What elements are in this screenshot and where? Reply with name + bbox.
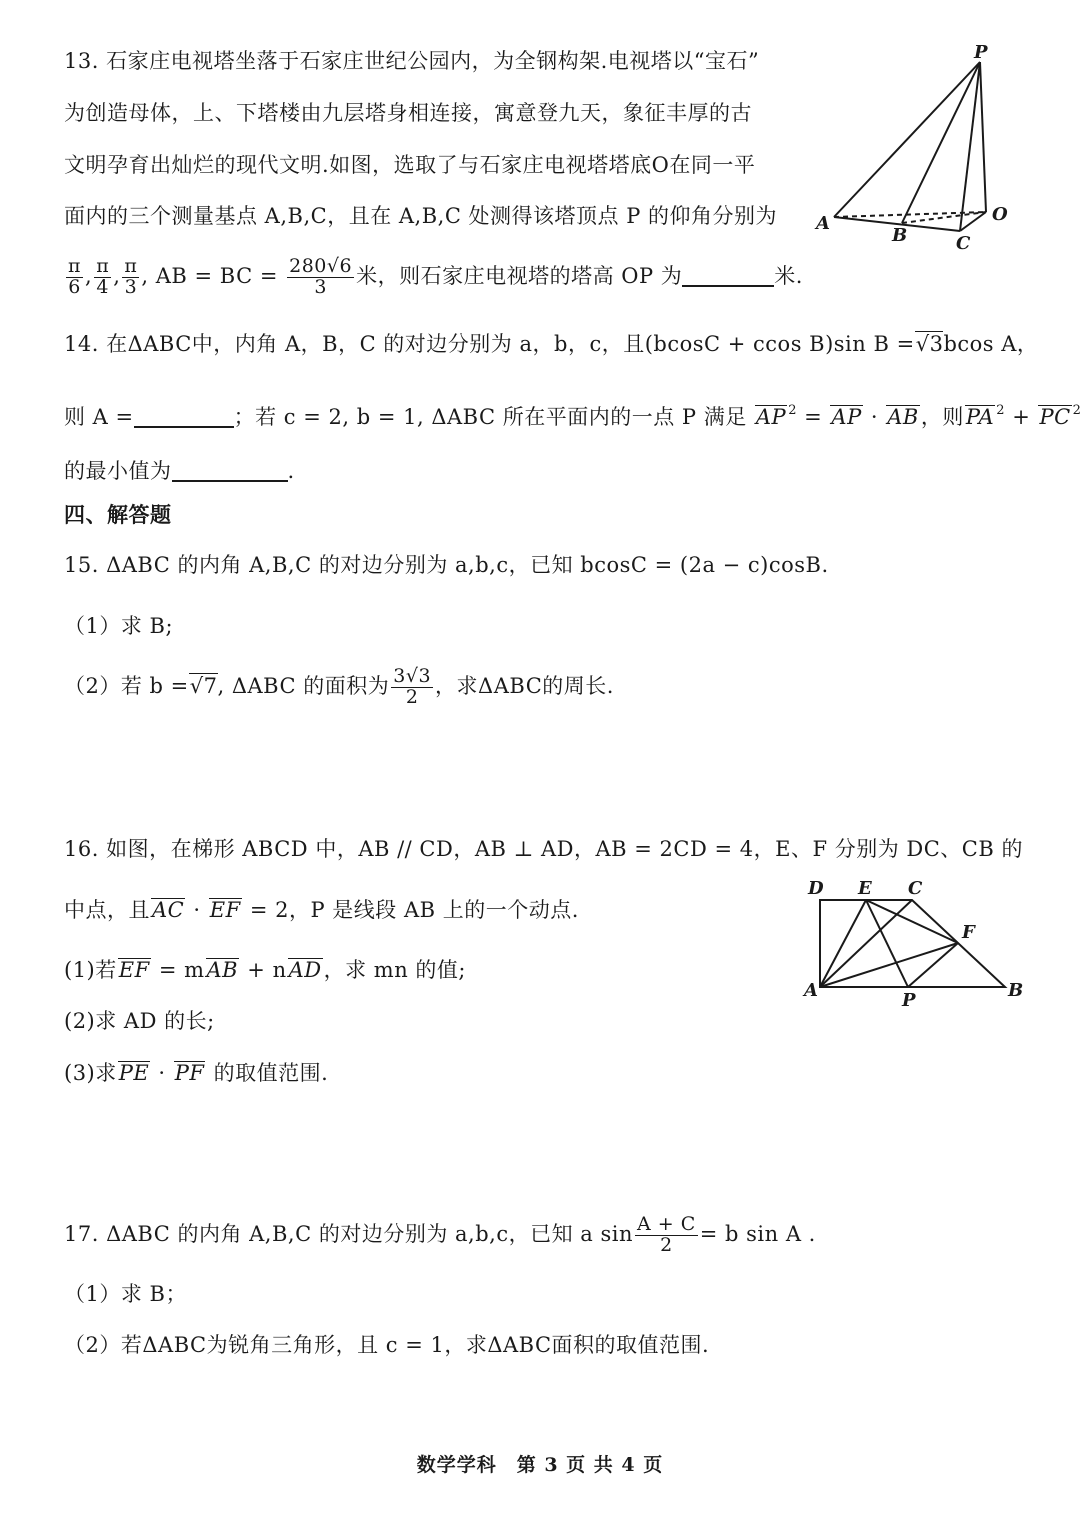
label-F: F [962,922,975,943]
q13-line-1: 13. 石家庄电视塔坐落于石家庄世纪公园内，为全钢构架.电视塔以“宝石” [64,49,760,73]
q16-line-2: 中点，且AC · EF = 2，P 是线段 AB 上的一个动点. [64,898,579,922]
answer-blank-q14-2[interactable] [172,458,288,482]
vector-PC: PC [1039,405,1071,429]
frac-280-sqrt6-over-3: $\frac{280√6}{3}$ [289,255,353,298]
q13-line-5: $\frac{\pi}{6}$ , $\frac{\pi}{4}$ , $\frac{\pi}{3}$ , AB = BC = $\frac{280√6}{3}$ 米，则石家庄电视塔的塔高 OP 为 米. [68,255,803,298]
vector-AC: AC [152,898,185,922]
q16-trapezoid-figure [800,872,1030,1012]
q14-line-1: 14. 在ΔABC中，内角 A，B，C 的对边分别为 a，b，c，且(bcosC + ccos B)sin B =√3bcos A， [64,332,1039,356]
vector-PF: PF [174,1061,205,1085]
q16-part-3: (3)求PE · PF 的取值范围. [64,1061,329,1085]
q16-line-1: 16. 如图，在梯形 ABCD 中，AB // CD，AB ⊥ AD，AB = 2CD = 4，E、F 分别为 DC、CB 的 [64,837,1023,861]
frac-3sqrt3-over-2: $\frac{3√3}{2}$ [393,665,432,708]
q17-part-1: （1）求 B； [64,1282,187,1306]
label-A2: A [804,980,818,1001]
q13-line-3: 文明孕育出灿烂的现代文明.如图，选取了与石家庄电视塔塔底O在同一平 [64,153,756,177]
label-A: A [816,213,830,234]
answer-blank-q13[interactable] [682,263,774,287]
label-C: C [956,233,971,254]
label-P2: P [902,990,916,1011]
label-O: O [992,204,1008,225]
frac-pi-3: $\frac{\pi}{3}$ [124,255,138,298]
vector-AP: AP [755,405,787,429]
q14-line-2: 则 A = ；若 c = 2, b = 1, ΔABC 所在平面内的一点 P 满足 AP $^2$ = AP · AB，则PA $^2$ + PC $^2$ [64,403,1081,429]
label-P: P [974,42,988,63]
q16-part-2: (2)求 AD 的长; [64,1009,215,1033]
label-D: D [808,878,824,899]
vector-EF: EF [209,898,241,922]
q15-part-1: （1）求 B; [64,614,174,638]
q13-line-2: 为创造母体，上、下塔楼由九层塔身相连接，寓意登九天，象征丰厚的古 [64,101,752,125]
ab-eq-bc: , AB = BC = [141,264,278,288]
vector-AD: AD [288,958,322,982]
q13-tower-figure [810,40,1025,255]
q13-line-4: 面内的三个测量基点 A,B,C，且在 A,B,C 处测得该塔顶点 P 的仰角分别为 [64,204,778,228]
q16-part-1: (1)若EF = mAB + nAD，求 mn 的值; [64,958,466,982]
vector-AB: AB [887,405,919,429]
q15-line-1: 15. ΔABC 的内角 A,B,C 的对边分别为 a,b,c，已知 bcosC = (2a − c)cosB. [64,553,829,577]
q17-part-2: （2）若ΔABC为锐角三角形，且 c = 1，求ΔABC面积的取值范围. [64,1333,710,1357]
frac-A-plus-C-over-2: $\frac{A + C}{2}$ [636,1213,696,1256]
section-heading: 四、解答题 [64,502,172,527]
label-C2: C [908,878,923,899]
q14-line-3: 的最小值为 . [64,459,295,483]
label-B2: B [1008,980,1024,1001]
frac-pi-4: $\frac{\pi}{4}$ [96,255,110,298]
frac-pi-6: $\frac{\pi}{6}$ [68,255,81,298]
vector-PE: PE [118,1061,150,1085]
q15-part-2: （2）若 b =√7, ΔABC 的面积为 $\frac{3√3}{2}$ ，求ΔABC的周长. [64,665,614,708]
label-B: B [892,225,908,246]
vector-AB-2: AB [206,958,239,982]
vector-AP-2: AP [831,405,862,429]
answer-blank-q14-1[interactable] [134,404,234,428]
vector-PA: PA [965,405,995,429]
q17-line-1: 17. ΔABC 的内角 A,B,C 的对边分别为 a,b,c，已知 a sin $\frac{A + C}{2}$ = b sin A . [64,1213,816,1256]
label-E: E [858,878,872,899]
vector-EF-2: EF [118,958,150,982]
page-footer: 数学学科 第 3 页 共 4 页 [416,1454,664,1476]
